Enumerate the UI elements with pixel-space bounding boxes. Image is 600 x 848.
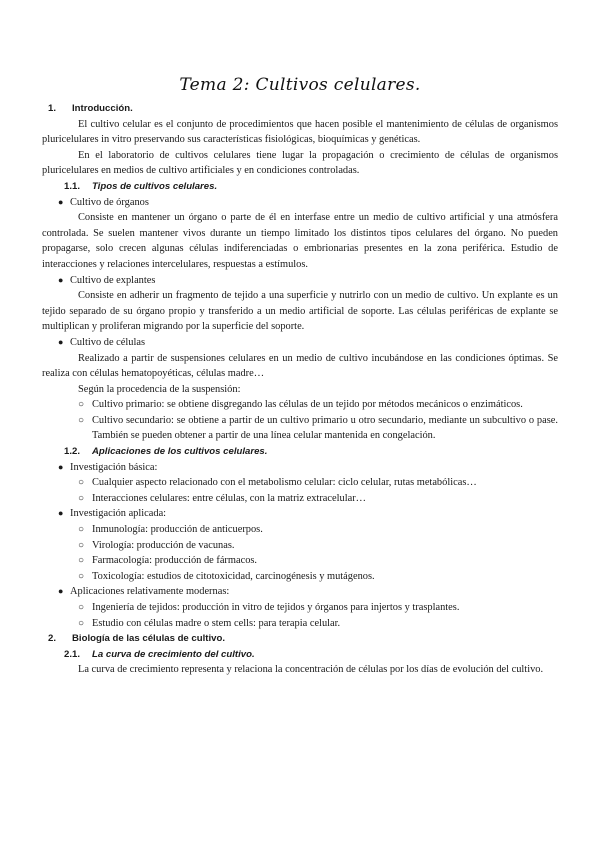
list-item-text: Cualquier aspecto relacionado con el metabolismo celular: ciclo celular, rutas metabólicas… [92,477,477,489]
page-title: Tema 2: Cultivos celulares. [179,75,421,95]
paragraph: En el laboratorio de cultivos celulares tiene lugar la propagación o crecimiento de células de organismos pluricelulares en medios de cultivo artificiales y en condiciones controladas. [42,149,558,177]
paragraph: Realizado a partir de suspensiones celulares en un medio de cultivo incubándose en las condiciones óptimas. Se realiza con células hematopoyéticas, células madre… [42,352,558,380]
section-title: La curva de crecimiento del cultivo. [92,648,255,660]
list-item [42,475,558,491]
section-title: Tipos de cultivos celulares. [92,180,218,192]
section-title: Aplicaciones de los cultivos celulares. [92,446,268,458]
list-item-text: Toxicología: estudios de citotoxicidad, carcinogénesis y mutágenos. [92,570,375,582]
list-item-text: Farmacología: producción de fármacos. [92,555,258,567]
list-item-text: Cultivo secundario: se obtiene a partir de un cultivo primario u otro secundario, mediante un subcultivo o pase. También se pueden obtener a partir de una línea celular mantenida en congelación. [92,414,558,442]
section-title: Biología de las células de cultivo. [72,633,226,645]
list-item-label: Cultivo de células [70,336,146,348]
section-heading-2 [42,631,558,647]
bullet-icon: ● [58,196,64,207]
circle-bullet-icon: ○ [78,492,85,504]
list-item-label: Cultivo de explantes [70,274,156,286]
list-item-text: Estudio con células madre o stem cells: para terapia celular. [92,617,341,629]
bullet-icon: ● [58,274,64,285]
list-item [42,553,558,569]
paragraph: Consiste en adherir un fragmento de tejido a una superficie y nutrirlo con un medio de cultivo. Un explante es un tejido separado de su órgano propio y transferido a un medio artificial de soporte. Las células periféricas de explante se multiplican y proliferan migrando por la superficie del soporte. [42,290,558,333]
circle-bullet-icon: ○ [78,555,85,567]
section-number: 2. [48,633,57,645]
list-item [42,522,558,538]
list-item [42,335,558,351]
section-number: 2.1. [64,648,81,660]
list-item-label: Aplicaciones relativamente modernas: [70,586,230,598]
circle-bullet-icon: ○ [78,399,85,411]
list-item [42,616,558,632]
list-item-text: Virología: producción de vacunas. [92,539,235,551]
list-item [42,491,558,507]
list-item-label: Cultivo de órganos [70,196,149,208]
section-heading-2-1 [42,647,558,663]
section-heading-1 [42,101,558,117]
bullet-icon: ● [58,508,64,519]
list-item-label: Investigación básica: [70,461,158,473]
bullet-icon: ● [58,336,64,347]
section-number: 1.2. [64,446,81,458]
list-item-label: Investigación aplicada: [70,508,167,520]
list-item [42,538,558,554]
circle-bullet-icon: ○ [78,617,85,629]
list-item [42,273,558,289]
list-item-text: Cultivo primario: se obtiene disgregando las células de un tejido por métodos mecánicos o enzimáticos. [92,399,523,411]
circle-bullet-icon: ○ [78,477,85,489]
circle-bullet-icon: ○ [78,524,85,536]
paragraph: El cultivo celular es el conjunto de procedimientos que hacen posible el mantenimiento de células de organismos pluricelulares in vitro preservando sus características fisiológicas, bioquímicas y genéticas. [42,118,558,146]
section-number: 1. [48,103,57,114]
circle-bullet-icon: ○ [78,414,85,426]
list-item-text: Interacciones celulares: entre células, con la matriz extracelular… [92,492,367,504]
list-item [42,195,558,211]
list-item-text: Inmunología: producción de anticuerpos. [92,524,263,536]
paragraph: Según la procedencia de la suspensión: [78,383,241,395]
list-item [42,569,558,585]
list-item [42,600,558,616]
paragraph: La curva de crecimiento representa y relaciona la concentración de células por los días de evolución del cultivo. [78,664,544,676]
list-item [42,460,558,476]
circle-bullet-icon: ○ [78,539,85,551]
list-item-text: Ingeniería de tejidos: producción in vitro de tejidos y órganos para injertos y trasplantes. [92,602,460,613]
paragraph: Consiste en mantener un órgano o parte de él en interfase entre un medio de cultivo artificial y una atmósfera controlada. Se suelen mantener vivos durante un tiempo limitado los distintos tipos celulares del órgano. No pueden propagarse, solo crecen algunas células indiferenciadas o embrionarias presentes en la zona periférica. Estudio de interacciones y relaciones intercelulares, respuestas a estímulos. [42,212,558,270]
list-item [42,413,558,444]
list-item [42,584,558,600]
section-title: Introducción. [72,103,133,114]
section-heading-1-2 [42,444,558,460]
section-heading-1-1 [42,179,558,195]
section-number: 1.1. [64,180,81,192]
bullet-icon: ● [58,586,64,597]
circle-bullet-icon: ○ [78,602,85,613]
list-item [42,506,558,522]
document-body [42,101,558,678]
circle-bullet-icon: ○ [78,570,85,582]
list-item [42,397,558,413]
bullet-icon: ● [58,461,64,472]
